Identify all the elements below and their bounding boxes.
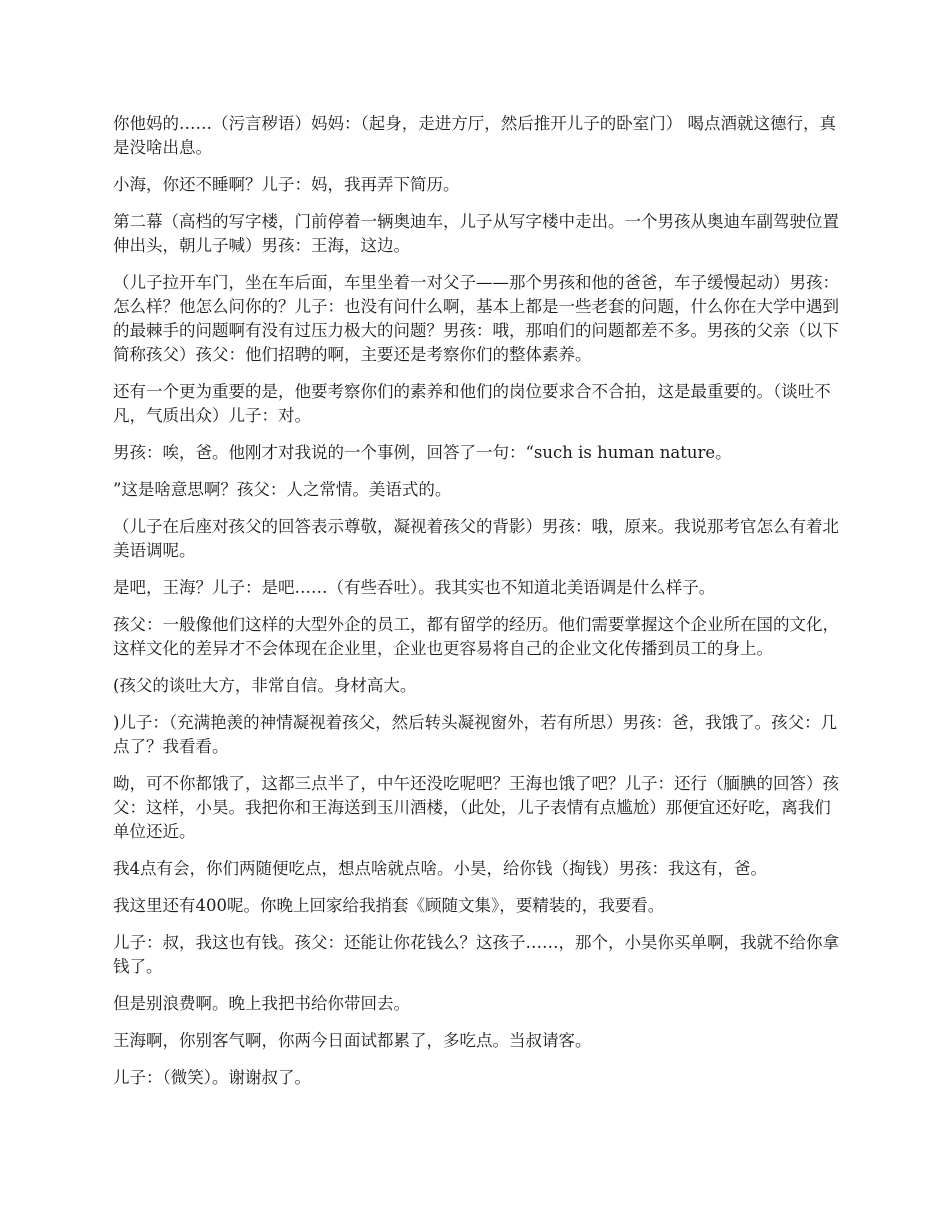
paragraph: 第二幕（高档的写字楼，门前停着一辆奥迪车，儿子从写字楼中走出。一个男孩从奥迪车副驾驶位置伸出头，朝儿子喊）男孩：王海，这边。 (113, 212, 839, 255)
paragraph: 小海，你还不睡啊？儿子：妈，我再弄下简历。 (113, 175, 460, 194)
paragraph: ”这是啥意思啊？孩父：人之常情。美语式的。 (113, 480, 452, 499)
paragraph: 儿子：叔，我这也有钱。孩父：还能让你花钱么？这孩子……，那个，小昊你买单啊，我就不给你拿钱了。 (113, 933, 839, 976)
paragraph: 我4点有会，你们两随便吃点，想点啥就点啥。小昊，给你钱（掏钱）男孩：我这有，爸。 (113, 859, 767, 878)
paragraph: 还有一个更为重要的是，他要考察你们的素养和他们的岗位要求合不合拍，这是最重要的。（谈吐不凡，气质出众）儿子：对。 (113, 382, 831, 425)
paragraph: （儿子拉开车门，坐在车后面，车里坐着一对父子——那个男孩和他的爸爸，车子缓慢起动）男孩：怎么样？他怎么问你的？儿子：也没有问什么啊，基本上都是一些老套的问题，什么你在大学中遇到的最棘手的问题啊有没有过压力极大的问题？男孩：哦，那咱们的问题都差不多。男孩的父亲（以下简称孩父）孩父：他们招聘的啊，主要还是考察你们的整体素养。 (113, 273, 839, 364)
paragraph: 我这里还有400呢。你晚上回家给我捎套《顾随文集》，要精装的，我要看。 (113, 896, 665, 915)
paragraph: (孩父的谈吐大方，非常自信。身材高大。 (113, 676, 417, 695)
paragraph: )儿子：（充满艳羡的神情凝视着孩父，然后转头凝视窗外，若有所思）男孩：爸，我饿了。孩父：几点了？我看看。 (113, 713, 838, 756)
paragraph: 但是别浪费啊。晚上我把书给你带回去。 (113, 994, 410, 1013)
paragraph: 你他妈的……（污言秽语）妈妈：（起身，走进方厅，然后推开儿子的卧室门） 喝点酒就这德行，真是没啥出息。 (113, 114, 836, 157)
paragraph: 儿子：（微笑）。谢谢叔了。 (113, 1068, 311, 1087)
paragraph: （儿子在后座对孩父的回答表示尊敬，凝视着孩父的背影）男孩：哦，原来。我说那考官怎么有着北美语调呢。 (113, 517, 839, 560)
paragraph: 王海啊，你别客气啊，你两今日面试都累了，多吃点。当叔请客。 (113, 1031, 592, 1050)
paragraph: 呦，可不你都饿了，这都三点半了，中午还没吃呢吧？王海也饿了吧？儿子：还行（腼腆的回答）孩父：这样，小昊。我把你和王海送到玉川酒楼，（此处，儿子表情有点尴尬）那便宜还好吃，离我们单位还近。 (113, 774, 839, 841)
document-body (113, 112, 840, 1103)
paragraph: 男孩：唉，爸。他刚才对我说的一个事例，回答了一句：“such is human nature。 (113, 443, 732, 462)
paragraph: 孩父：一般像他们这样的大型外企的员工，都有留学的经历。他们需要掌握这个企业所在国的文化，这样文化的差异才不会体现在企业里，企业也更容易将自己的企业文化传播到员工的身上。 (113, 615, 839, 658)
paragraph: 是吧，王海？儿子：是吧……（有些吞吐）。我其实也不知道北美语调是什么样子。 (113, 578, 716, 597)
